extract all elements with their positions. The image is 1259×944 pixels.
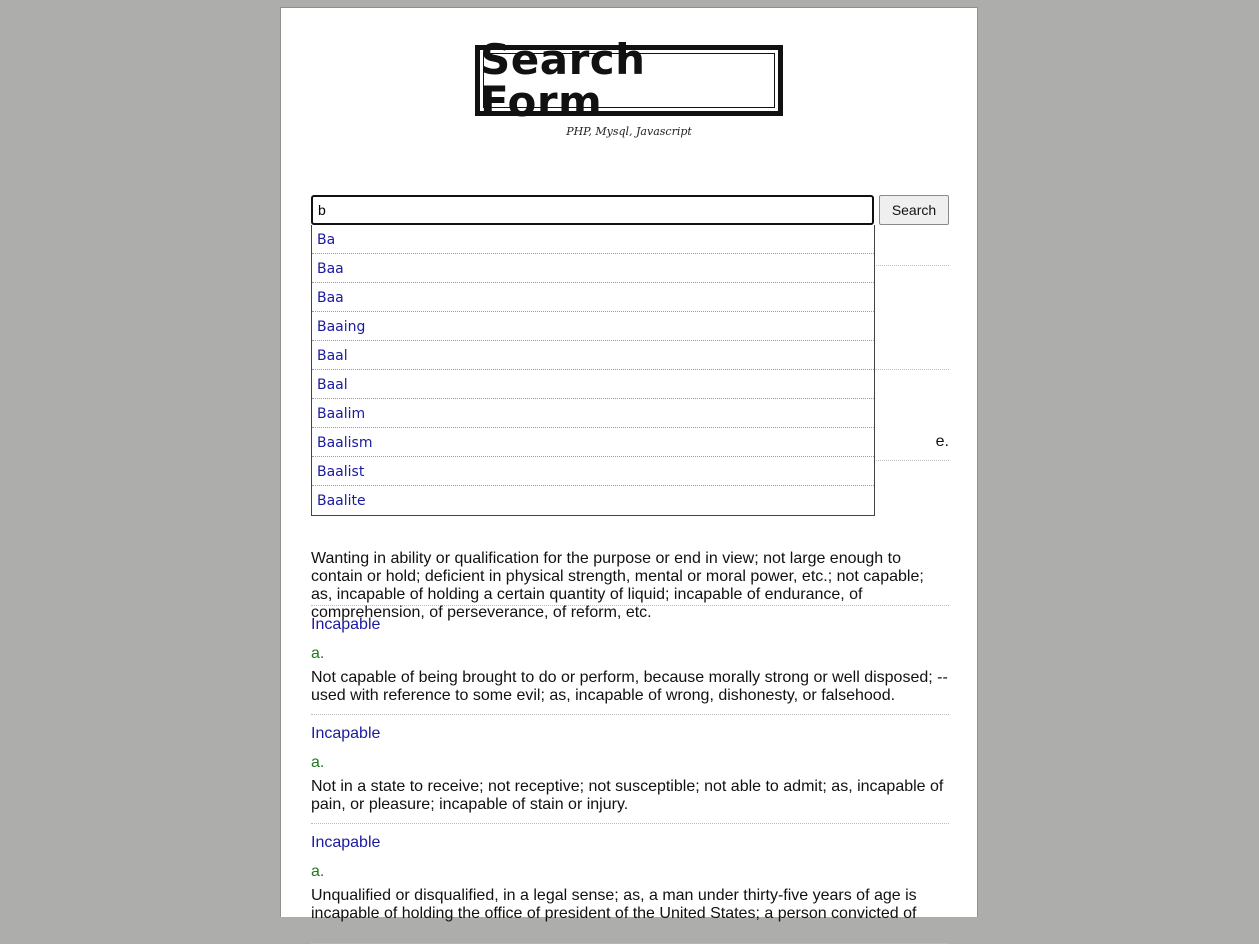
result-item <box>311 824 949 944</box>
result-definition: Not in a state to receive; not receptive; not susceptible; not able to admit; as, incapable of pain, or pleasure; incapable of stain or injury. <box>311 778 944 813</box>
result-word[interactable]: Incapable <box>311 725 381 742</box>
autocomplete-option[interactable]: Ba <box>312 225 874 254</box>
autocomplete-option[interactable]: Baa <box>312 283 874 312</box>
autocomplete-option[interactable]: Baa <box>312 254 874 283</box>
search-input[interactable] <box>311 195 874 225</box>
result-item <box>311 606 949 715</box>
result-definition: Unqualified or disqualified, in a legal sense; as, a man under thirty-five years of age is incapable of holding the office of president of the United States; a person convicted of <box>311 887 917 922</box>
autocomplete-option[interactable]: Baal <box>312 370 874 399</box>
logo-subtitle: PHP, Mysql, Javascript <box>566 125 692 138</box>
result-definition: e. <box>935 433 949 450</box>
result-item <box>311 715 949 824</box>
search-button[interactable]: Search <box>879 195 949 225</box>
autocomplete-dropdown <box>311 225 875 516</box>
autocomplete-option[interactable]: Baaing <box>312 312 874 341</box>
result-definition: Wanting in ability or qualification for the purpose or end in view; not large enough to contain or hold; deficient in physical strength, mental or moral power, etc.; not capable; as, incapable of holding a certain quantity of liquid; incapable of endurance, of comprehension, of perseverance, of reform, etc. <box>311 550 924 621</box>
result-word[interactable]: Incapable <box>311 834 381 851</box>
result-part-of-speech: a. <box>311 863 325 880</box>
result-part-of-speech: a. <box>311 645 325 662</box>
autocomplete-option[interactable]: Baalism <box>312 428 874 457</box>
autocomplete-option[interactable]: Baalim <box>312 399 874 428</box>
logo <box>475 34 783 126</box>
result-word[interactable]: Incapable <box>311 616 381 633</box>
autocomplete-option[interactable]: Baalist <box>312 457 874 486</box>
autocomplete-option[interactable]: Baalite <box>312 486 874 515</box>
result-definition: Not capable of being brought to do or perform, because morally strong or well disposed; -- used with reference to some evil; as, incapable of wrong, dishonesty, or falsehood. <box>311 669 948 704</box>
page-container <box>280 7 978 922</box>
logo-title: Search Form <box>480 34 646 126</box>
result-part-of-speech: a. <box>311 754 325 771</box>
autocomplete-option[interactable]: Baal <box>312 341 874 370</box>
